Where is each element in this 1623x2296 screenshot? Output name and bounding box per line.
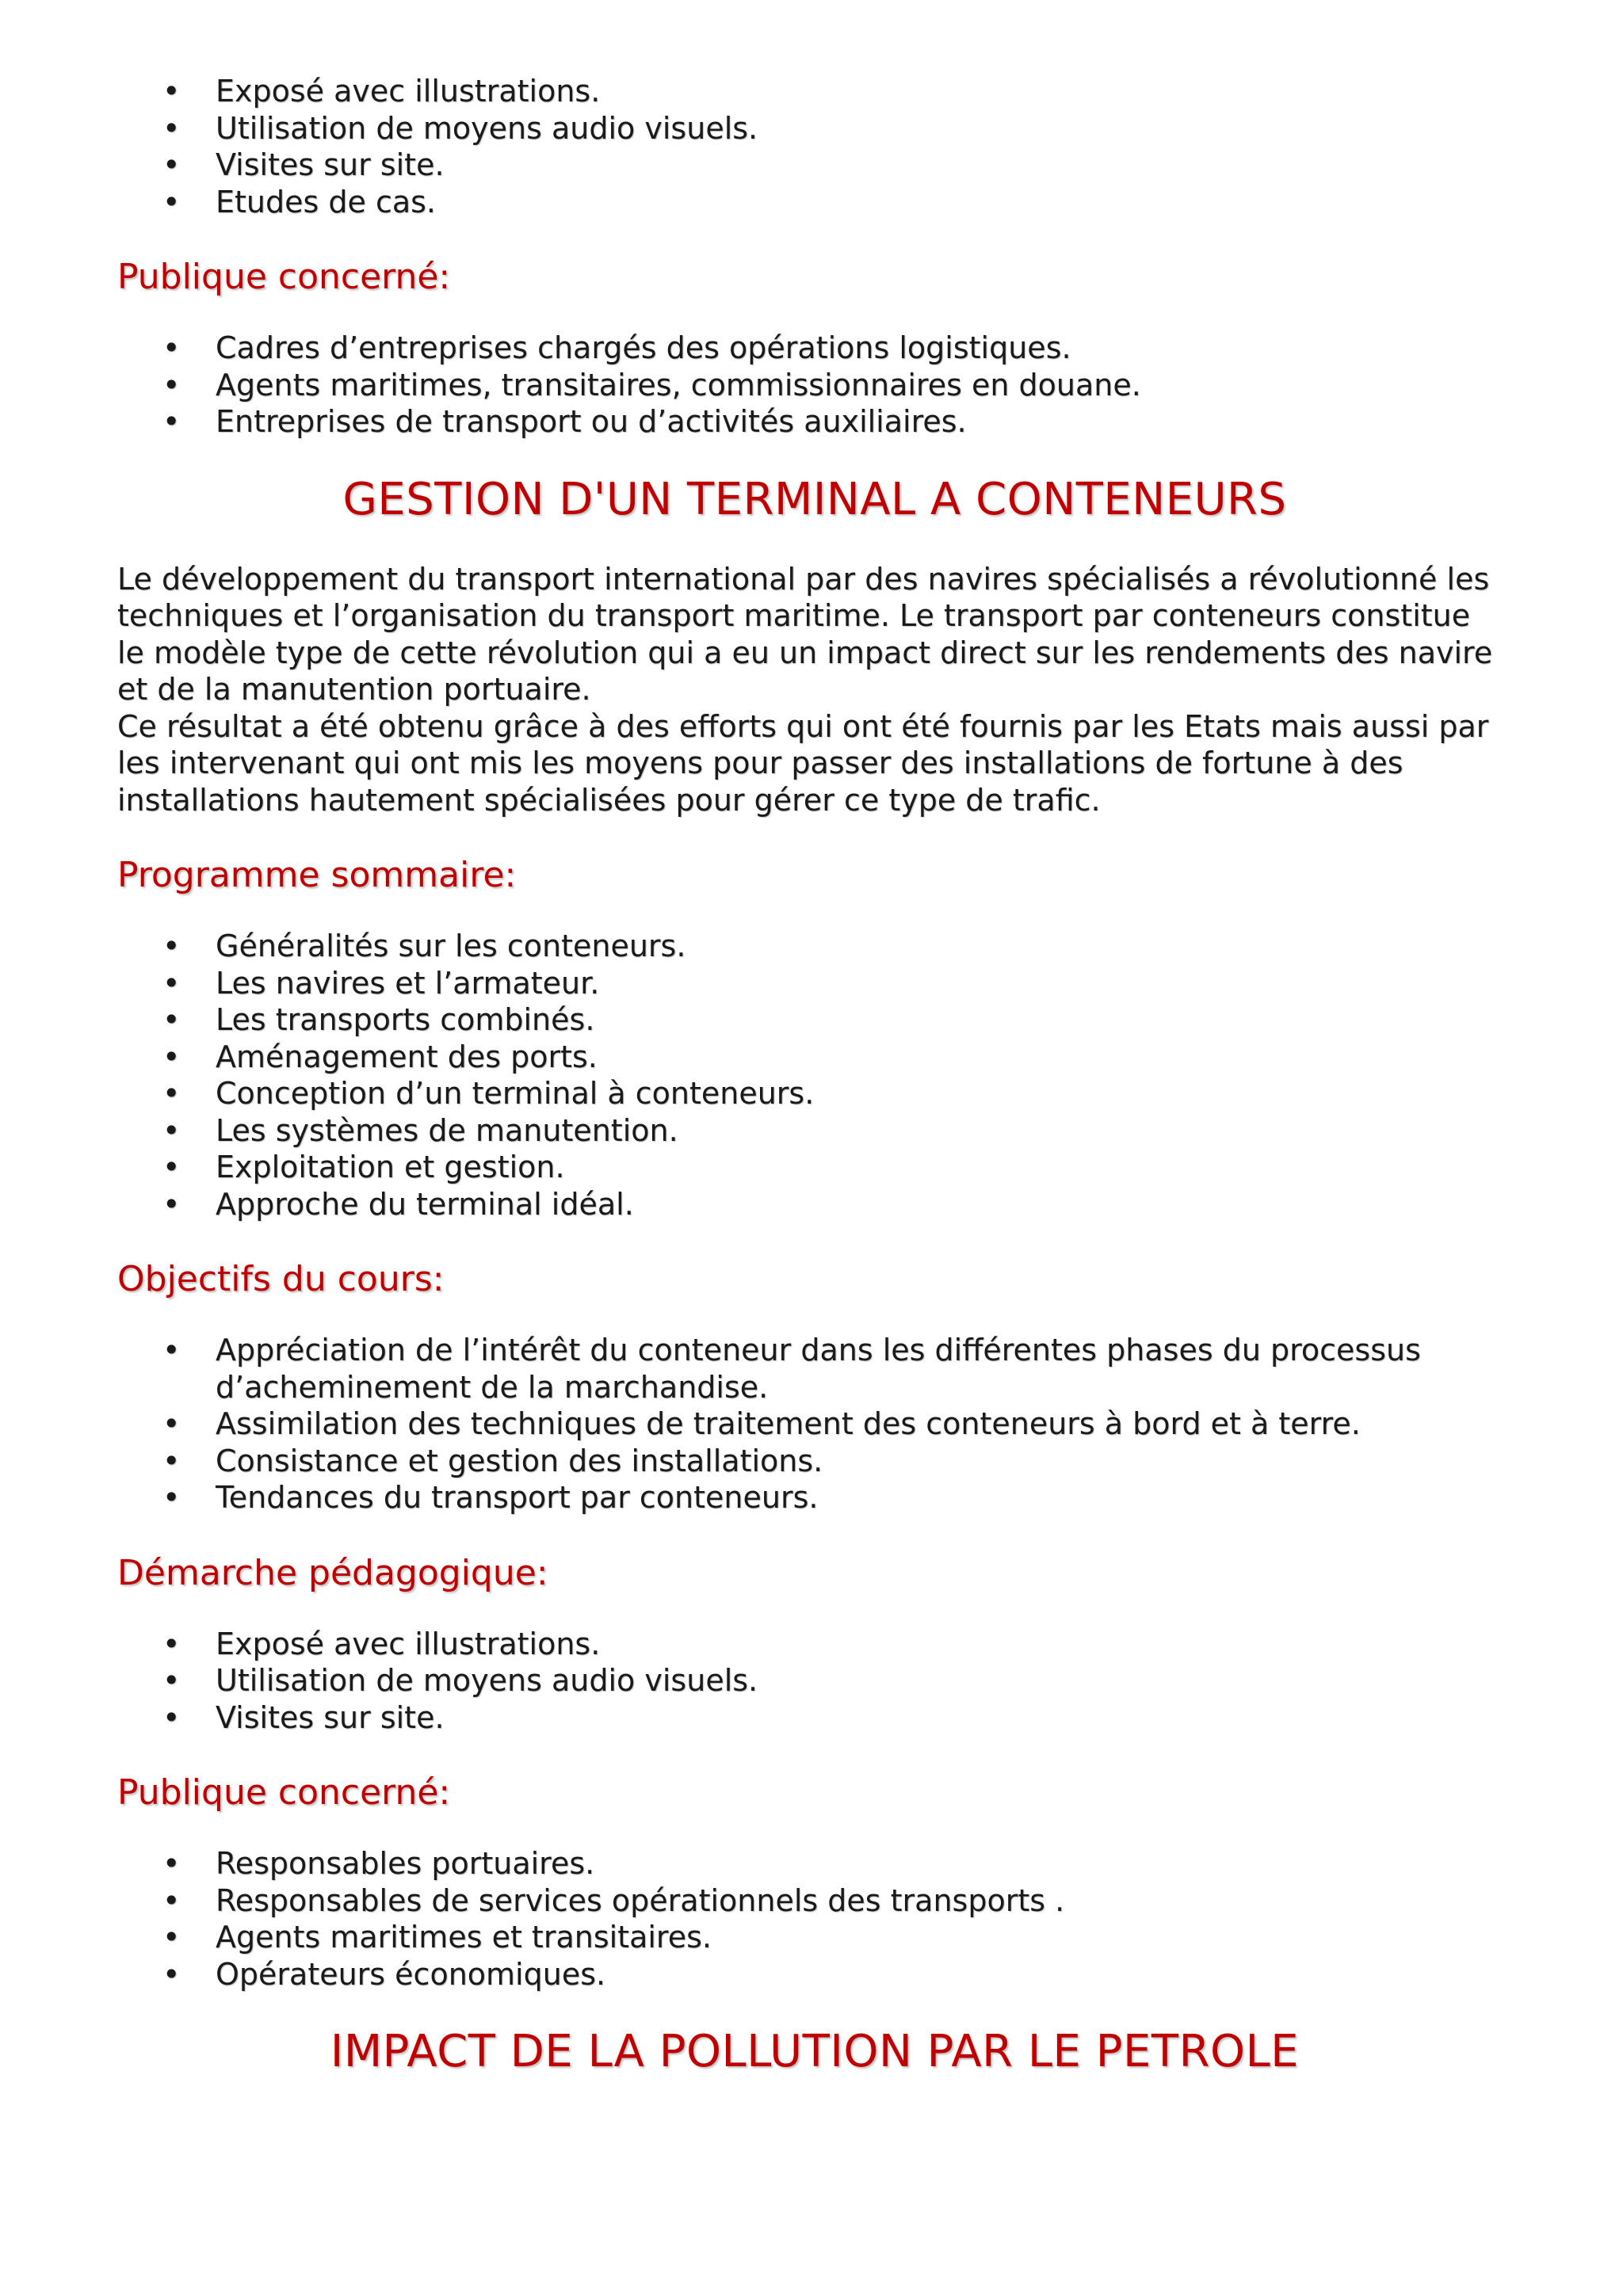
description-line: Ce résultat a été obtenu grâce à des efforts qui ont été fournis par les Etats mais aussi par <box>117 708 1489 744</box>
list-item: • Les systèmes de manutention. <box>162 1112 678 1148</box>
section-heading-objectifs: Objectifs du cours: <box>117 1259 445 1299</box>
list-item: • Visites sur site. <box>162 1699 445 1735</box>
course-description <box>117 561 1512 819</box>
list-item: • Exploitation et gestion. <box>162 1150 565 1184</box>
bullet-icon: • <box>162 147 181 182</box>
bullet-icon: • <box>162 1112 181 1148</box>
bullet-icon: • <box>162 367 181 402</box>
description-line: techniques et l’organisation du transport maritime. Le transport par conteneurs constitue <box>117 598 1471 633</box>
bullet-icon: • <box>162 110 181 146</box>
list-item: • Appréciation de l’intérêt du conteneur dans les différentes phases du processus d’acheminement de la marchandise. <box>162 1333 1421 1405</box>
bullet-icon: • <box>162 404 181 439</box>
list-item: • Assimilation des techniques de traitement des conteneurs à bord et à terre. <box>162 1406 1361 1441</box>
publique-list <box>117 330 1512 441</box>
list-item: • Exposé avec illustrations. <box>162 1626 601 1661</box>
list-item: • Visites sur site. <box>162 147 445 182</box>
intro-list <box>117 73 1512 220</box>
list-item: • Consistance et gestion des installations. <box>162 1443 823 1478</box>
section-heading-demarche: Démarche pédagogique: <box>117 1552 548 1593</box>
bullet-icon: • <box>162 1406 181 1441</box>
bullet-icon: • <box>162 1846 181 1881</box>
bullet-icon: • <box>162 1882 181 1918</box>
list-item: • Approche du terminal idéal. <box>162 1186 634 1222</box>
description-line: le modèle type de cette révolution qui a eu un impact direct sur les rendements des navire <box>117 635 1493 670</box>
list-item: • Responsables portuaires. <box>162 1846 595 1881</box>
bullet-icon: • <box>162 1920 181 1955</box>
section-heading-publique-2: Publique concerné: <box>117 1772 451 1813</box>
list-item: • Aménagement des ports. <box>162 1039 598 1074</box>
bullet-icon: • <box>162 184 181 219</box>
bullet-icon: • <box>162 1663 181 1698</box>
bullet-icon: • <box>162 1333 181 1367</box>
bullet-icon: • <box>162 1076 181 1111</box>
bullet-icon: • <box>162 1150 181 1184</box>
section-heading-programme: Programme sommaire: <box>117 855 517 895</box>
list-item: • Utilisation de moyens audio visuels. <box>162 1663 758 1698</box>
objectifs-list <box>117 1332 1512 1516</box>
document-page <box>117 73 1512 2080</box>
list-item: • Exposé avec illustrations. <box>162 74 601 109</box>
list-item: • Généralités sur les conteneurs. <box>162 929 686 963</box>
programme-list <box>117 928 1512 1222</box>
list-item: • Agents maritimes, transitaires, commissionnaires en douane. <box>162 367 1141 402</box>
bullet-icon: • <box>162 929 181 963</box>
demarche-list <box>117 1626 1512 1737</box>
bullet-icon: • <box>162 1443 181 1478</box>
list-item: • Responsables de services opérationnels des transports . <box>162 1882 1065 1918</box>
bullet-icon: • <box>162 1956 181 1992</box>
list-item: • Opérateurs économiques. <box>162 1956 606 1992</box>
next-course-title: IMPACT DE LA POLLUTION PAR LE PETROLE <box>330 2026 1300 2077</box>
course-title: GESTION D'UN TERMINAL A CONTENEURS <box>342 473 1287 525</box>
bullet-icon: • <box>162 74 181 109</box>
list-item: • Entreprises de transport ou d’activités auxiliaires. <box>162 404 967 439</box>
bullet-icon: • <box>162 965 181 1001</box>
bullet-icon: • <box>162 1699 181 1735</box>
bullet-icon: • <box>162 1039 181 1074</box>
list-item: • Les transports combinés. <box>162 1002 595 1037</box>
list-item: • Les navires et l’armateur. <box>162 965 600 1001</box>
section-heading-publique: Publique concerné: <box>117 257 451 297</box>
bullet-icon: • <box>162 1626 181 1661</box>
list-item: • Conception d’un terminal à conteneurs. <box>162 1076 815 1111</box>
list-item: • Utilisation de moyens audio visuels. <box>162 110 758 146</box>
bullet-icon: • <box>162 1002 181 1037</box>
description-line: installations hautement spécialisées pour gérer ce type de trafic. <box>117 782 1101 818</box>
description-line: les intervenant qui ont mis les moyens pour passer des installations de fortune à des <box>117 746 1403 780</box>
bullet-icon: • <box>162 330 181 365</box>
list-item: • Tendances du transport par conteneurs. <box>162 1480 819 1515</box>
publique-list-2 <box>117 1845 1512 1993</box>
description-line: Le développement du transport international par des navires spécialisés a révolutionné les <box>117 561 1490 597</box>
list-item: • Etudes de cas. <box>162 184 437 219</box>
list-item: • Cadres d’entreprises chargés des opérations logistiques. <box>162 330 1071 365</box>
bullet-icon: • <box>162 1480 181 1515</box>
list-item: • Agents maritimes et transitaires. <box>162 1920 712 1955</box>
bullet-icon: • <box>162 1186 181 1222</box>
description-line: et de la manutention portuaire. <box>117 672 591 707</box>
